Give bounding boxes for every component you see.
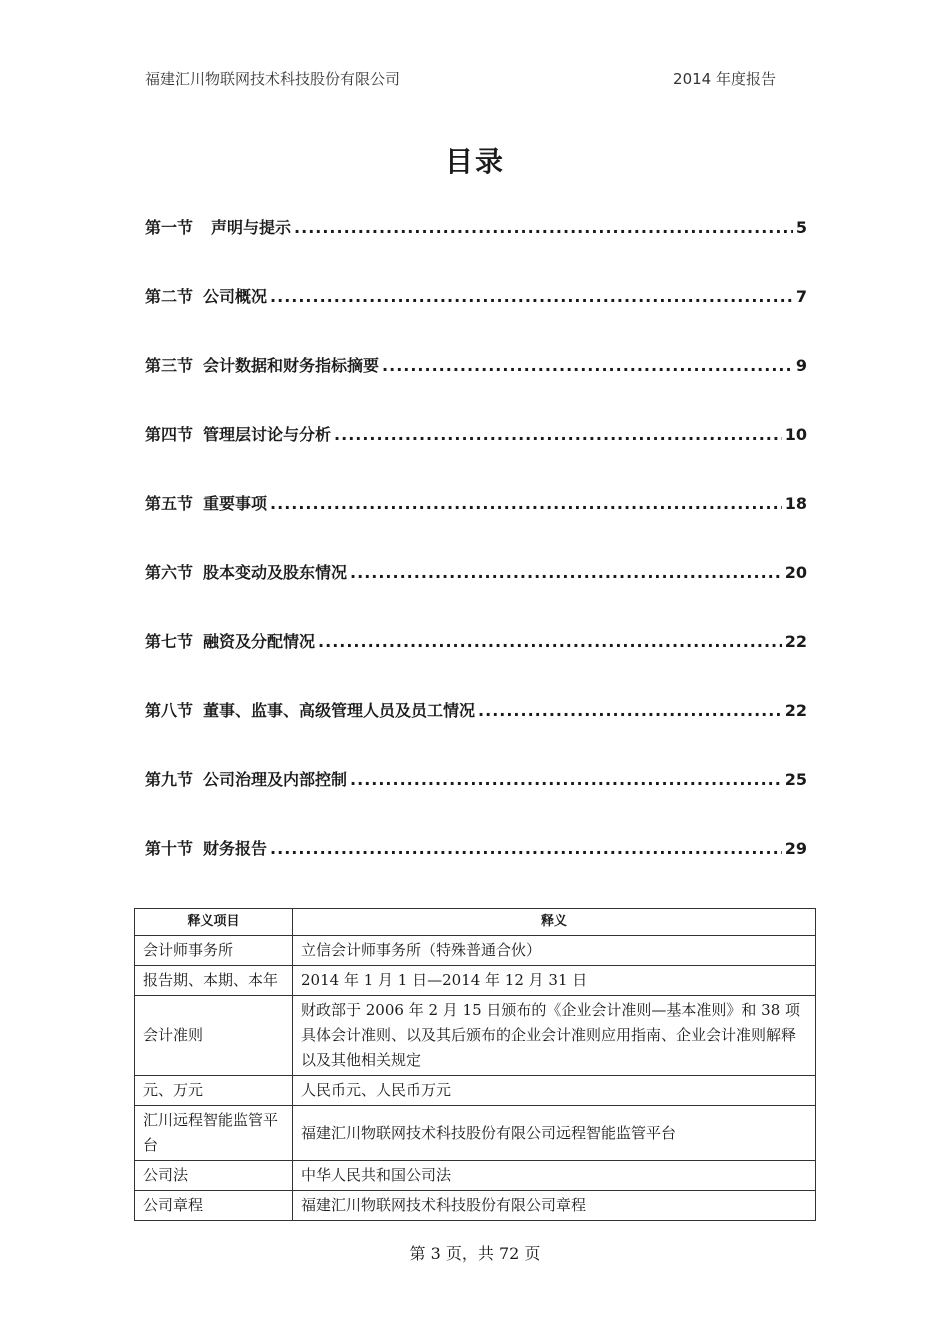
toc-leader-dots [318, 632, 782, 651]
table-of-contents [145, 215, 807, 905]
toc-section-title: 财务报告 [203, 839, 268, 858]
toc-entry[interactable] [145, 698, 807, 767]
table-row [135, 1161, 816, 1191]
toc-section-number: 第七节 [145, 632, 194, 651]
toc-entry[interactable] [145, 767, 807, 836]
toc-section-title: 会计数据和财务指标摘要 [203, 356, 380, 375]
toc-leader-dots [382, 356, 793, 375]
toc-section-number: 第一节 [145, 218, 194, 237]
header-company: 福建汇川物联网技术科技股份有限公司 [145, 70, 401, 88]
toc-entry[interactable] [145, 491, 807, 560]
table-row [135, 1076, 816, 1106]
table-row [135, 1106, 816, 1161]
definition-term: 汇川远程智能监管平台 [135, 1106, 293, 1161]
toc-leader-dots [294, 218, 793, 237]
definition-term: 元、万元 [135, 1076, 293, 1106]
toc-section-number: 第六节 [145, 563, 194, 582]
toc-section-title: 管理层讨论与分析 [203, 425, 332, 444]
definition-meaning: 财政部于 2006 年 2 月 15 日颁布的《企业会计准则—基本准则》和 38 项具体会计准则、以及其后颁布的企业会计准则应用指南、企业会计准则解释以及其他相关规定 [293, 996, 816, 1076]
toc-leader-dots [350, 563, 782, 582]
toc-entry[interactable] [145, 836, 807, 905]
toc-section-number: 第五节 [145, 494, 194, 513]
definition-meaning: 立信会计师事务所（特殊普通合伙） [293, 936, 816, 966]
definition-meaning: 福建汇川物联网技术科技股份有限公司远程智能监管平台 [293, 1106, 816, 1161]
toc-page-number: 22 [784, 632, 807, 651]
header-report-title: 2014 年度报告 [673, 70, 776, 88]
toc-page-number: 29 [784, 839, 807, 858]
toc-section-title: 董事、监事、高级管理人员及员工情况 [203, 701, 476, 720]
toc-section-number: 第九节 [145, 770, 194, 789]
toc-page-number: 10 [784, 425, 807, 444]
toc-leader-dots [334, 425, 782, 444]
toc-leader-dots [478, 701, 782, 720]
definition-term: 会计准则 [135, 996, 293, 1076]
definition-term: 报告期、本期、本年 [135, 966, 293, 996]
definition-term: 公司章程 [135, 1191, 293, 1221]
table-row [135, 1191, 816, 1221]
definition-meaning: 中华人民共和国公司法 [293, 1161, 816, 1191]
toc-section-number: 第三节 [145, 356, 194, 375]
toc-section-title: 股本变动及股东情况 [203, 563, 348, 582]
toc-page-number: 9 [795, 356, 807, 375]
toc-page-number: 5 [795, 218, 807, 237]
definition-term: 公司法 [135, 1161, 293, 1191]
toc-entry[interactable] [145, 215, 807, 284]
toc-entry[interactable] [145, 353, 807, 422]
toc-entry[interactable] [145, 629, 807, 698]
header-term: 释义项目 [135, 909, 293, 936]
toc-leader-dots [270, 287, 793, 306]
toc-page-number: 25 [784, 770, 807, 789]
page-footer: 第 3 页，共 72 页 [409, 1244, 541, 1263]
toc-leader-dots [270, 839, 782, 858]
definition-term: 会计师事务所 [135, 936, 293, 966]
toc-section-title: 重要事项 [203, 494, 268, 513]
header-meaning: 释义 [293, 909, 816, 936]
toc-entry[interactable] [145, 284, 807, 353]
definitions-header-row [135, 909, 816, 936]
toc-entry[interactable] [145, 422, 807, 491]
table-row [135, 996, 816, 1076]
toc-page-number: 22 [784, 701, 807, 720]
toc-section-title: 融资及分配情况 [203, 632, 316, 651]
toc-page-number: 7 [795, 287, 807, 306]
definition-meaning: 人民币元、人民币万元 [293, 1076, 816, 1106]
toc-section-number: 第八节 [145, 701, 194, 720]
toc-title: 目录 [444, 145, 505, 178]
toc-page-number: 18 [784, 494, 807, 513]
toc-leader-dots [270, 494, 782, 513]
table-row [135, 966, 816, 996]
definition-meaning: 福建汇川物联网技术科技股份有限公司章程 [293, 1191, 816, 1221]
toc-section-number: 第二节 [145, 287, 194, 306]
toc-leader-dots [350, 770, 782, 789]
definition-meaning: 2014 年 1 月 1 日—2014 年 12 月 31 日 [293, 966, 816, 996]
toc-section-number: 第十节 [145, 839, 194, 858]
definitions-table [134, 908, 816, 1221]
toc-page-number: 20 [784, 563, 807, 582]
table-row [135, 936, 816, 966]
toc-entry[interactable] [145, 560, 807, 629]
toc-section-title: 公司治理及内部控制 [203, 770, 348, 789]
toc-section-title: 声明与提示 [211, 218, 292, 237]
toc-section-number: 第四节 [145, 425, 194, 444]
toc-section-title: 公司概况 [203, 287, 268, 306]
